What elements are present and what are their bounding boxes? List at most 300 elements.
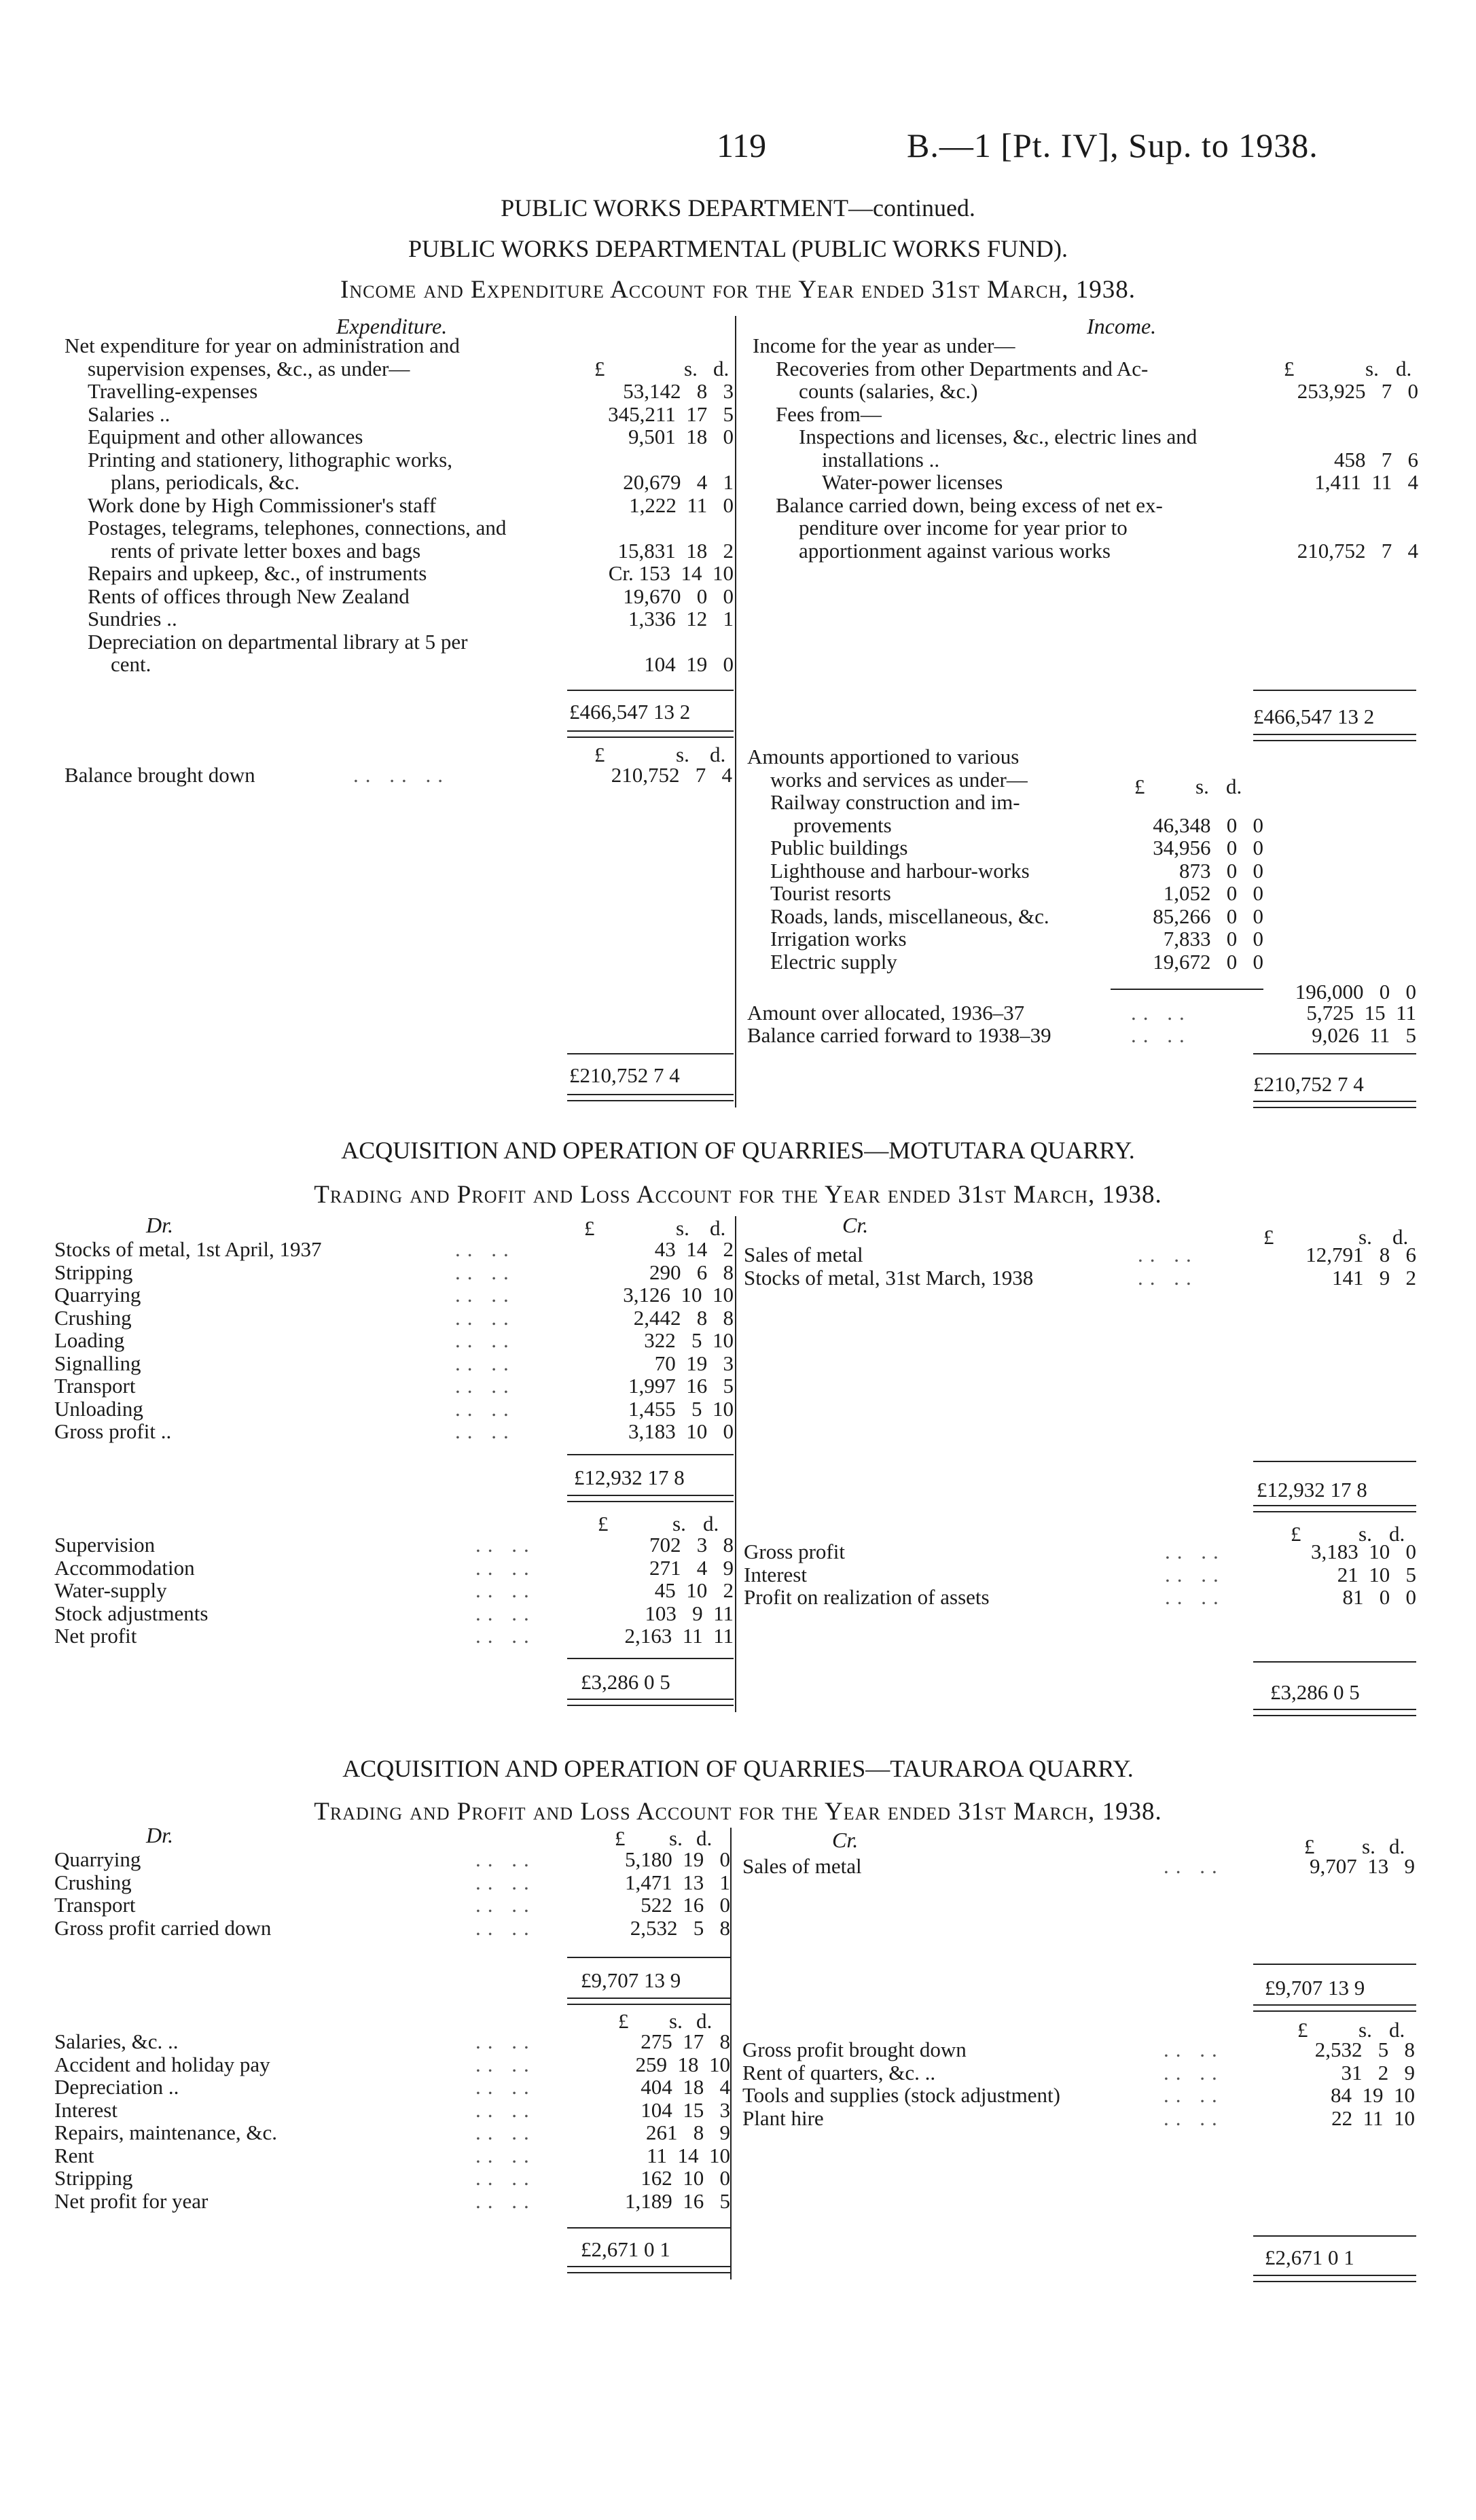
row-amount: 21 10 5 bbox=[1337, 1562, 1416, 1586]
ledger-row bbox=[65, 631, 737, 654]
motutara-title: ACQUISITION AND OPERATION OF QUARRIES—MOTUTARA QUARRY. bbox=[341, 1137, 1135, 1164]
ledger-row bbox=[54, 1261, 737, 1284]
pence-sign: d. bbox=[713, 357, 730, 380]
row-label: Accommodation bbox=[54, 1555, 195, 1580]
leader-dots: .. .. bbox=[1164, 2060, 1224, 2084]
row-amount: 141 9 2 bbox=[1332, 1265, 1416, 1290]
leader-dots: .. .. bbox=[455, 1328, 516, 1352]
row-label: works and services as under— bbox=[770, 767, 1028, 792]
ledger-row bbox=[65, 653, 737, 676]
ledger-row bbox=[54, 2144, 734, 2167]
row-amount: 85,266 0 0 bbox=[1153, 904, 1263, 928]
ledger-row bbox=[65, 471, 737, 494]
ledger-row bbox=[747, 745, 1263, 768]
pound-sign: £ bbox=[594, 357, 605, 380]
ta-pl-sum-rule bbox=[567, 2227, 730, 2229]
row-amount: 31 2 9 bbox=[1341, 2060, 1415, 2084]
row-amount: 104 19 0 bbox=[644, 652, 734, 676]
motutara-dr: Dr. bbox=[146, 1213, 174, 1237]
leader-dots: .. .. bbox=[1165, 1540, 1225, 1563]
row-amount: 522 16 0 bbox=[641, 1893, 730, 1917]
ledger-row bbox=[747, 814, 1263, 837]
pound-sign: £ bbox=[598, 1512, 609, 1536]
row-label: Unloading bbox=[54, 1396, 143, 1421]
leader-dots: .. .. bbox=[475, 1555, 536, 1580]
ledger-row bbox=[742, 1855, 1415, 1878]
ledger-row bbox=[54, 2053, 734, 2076]
row-label: Rent of quarters, &c. .. bbox=[742, 2060, 936, 2084]
leader-dots: .. .. bbox=[1165, 1562, 1225, 1586]
row-label: Work done by High Commissioner's staff bbox=[88, 493, 437, 517]
bal-total: £210,752 7 4 bbox=[569, 1063, 680, 1087]
shilling-sign: s. bbox=[676, 1216, 689, 1240]
ledger-row bbox=[54, 1238, 737, 1261]
ledger-row bbox=[65, 585, 737, 608]
pence-sign: d. bbox=[696, 2009, 713, 2033]
row-amount: 253,925 7 0 bbox=[1297, 379, 1418, 403]
ledger-row bbox=[54, 1625, 737, 1648]
row-label: supervision expenses, &c., as under— bbox=[88, 356, 410, 380]
leader-dots: .. .. bbox=[475, 2166, 536, 2190]
leader-dots: .. .. bbox=[455, 1305, 516, 1330]
ledger-row bbox=[54, 2167, 734, 2190]
ta-trading-double-rule bbox=[567, 1998, 730, 2005]
row-label: Quarrying bbox=[54, 1847, 141, 1871]
pence-sign: d. bbox=[710, 743, 726, 766]
leader-dots: .. .. bbox=[1138, 1243, 1198, 1266]
ie-account-title: Income and Expenditure Account for the Year ended 31st March, 1938. bbox=[340, 276, 1136, 304]
pence-sign: d. bbox=[1226, 775, 1242, 798]
row-label: Tools and supplies (stock adjustment) bbox=[742, 2083, 1060, 2107]
leader-dots: .. .. bbox=[475, 2120, 536, 2144]
row-label: Crushing bbox=[54, 1870, 132, 1894]
ledger-row bbox=[65, 448, 737, 472]
mo-trading-sum-rule bbox=[567, 1454, 734, 1455]
income-heading: Income. bbox=[1087, 314, 1157, 338]
row-amount: 34,956 0 0 bbox=[1153, 836, 1263, 859]
row-label: Loading bbox=[54, 1328, 125, 1352]
row-label: Depreciation .. bbox=[54, 2075, 179, 2099]
pound-sign: £ bbox=[1297, 2018, 1308, 2042]
row-label: Equipment and other allowances bbox=[88, 425, 363, 448]
row-amount: 53,142 8 3 bbox=[623, 379, 734, 403]
row-label: Depreciation on departmental library at 5 per bbox=[88, 629, 468, 654]
row-amount: 84 19 10 bbox=[1331, 2083, 1415, 2107]
row-label: Water-power licenses bbox=[822, 470, 1003, 494]
row-amount: 162 10 0 bbox=[641, 2166, 730, 2190]
row-label: Electric supply bbox=[770, 949, 897, 974]
ledger-row bbox=[54, 2099, 734, 2122]
row-amount: 103 9 11 bbox=[645, 1601, 734, 1625]
row-amount: 2,442 8 8 bbox=[633, 1305, 734, 1330]
ta-pl-double-rule-cr bbox=[1253, 2275, 1416, 2282]
carried-forward-label: Balance carried forward to 1938–39 bbox=[747, 1023, 1051, 1047]
ledger-row bbox=[753, 380, 1418, 403]
row-amount: 702 3 8 bbox=[649, 1533, 734, 1557]
ledger-row bbox=[747, 927, 1263, 951]
leader-dots: .. .. bbox=[1164, 2038, 1224, 2061]
ledger-row bbox=[65, 539, 737, 563]
leader-dots: .. .. bbox=[475, 2097, 536, 2122]
row-amount: 81 0 0 bbox=[1342, 1585, 1416, 1609]
row-amount: 70 19 3 bbox=[654, 1351, 734, 1375]
row-label: apportionment against various works bbox=[799, 538, 1111, 563]
exp-total: £466,547 13 2 bbox=[569, 700, 691, 724]
row-label: Income for the year as under— bbox=[753, 334, 1015, 357]
row-amount: 210,752 7 4 bbox=[1297, 538, 1418, 563]
leader-dots: .. .. bbox=[475, 2075, 536, 2099]
pence-sign: d. bbox=[1389, 2018, 1405, 2042]
row-label: Amounts apportioned to various bbox=[747, 745, 1020, 768]
tauraroa-trading-cr bbox=[742, 1855, 1415, 1878]
ledger-row bbox=[54, 1420, 737, 1443]
ledger-row bbox=[742, 2084, 1415, 2107]
row-label: Interest bbox=[54, 2097, 118, 2122]
tauraroa-title: ACQUISITION AND OPERATION OF QUARRIES—TAURAROA QUARRY. bbox=[342, 1755, 1134, 1782]
row-amount: 19,672 0 0 bbox=[1153, 949, 1263, 974]
row-label: Rents of offices through New Zealand bbox=[88, 584, 410, 608]
motutara-trading-total-dr: £12,932 17 8 bbox=[574, 1466, 685, 1489]
ledger-row bbox=[753, 403, 1418, 426]
ledger-row bbox=[747, 791, 1263, 814]
leader-dots: .. .. bbox=[1164, 2106, 1224, 2130]
shilling-sign: s. bbox=[669, 2009, 683, 2033]
row-label: Tourist resorts bbox=[770, 881, 891, 905]
pound-sign: £ bbox=[1134, 775, 1145, 798]
inc-sum-rule bbox=[1253, 690, 1416, 691]
row-amount: 9,501 18 0 bbox=[628, 425, 734, 448]
pound-sign: £ bbox=[594, 743, 605, 766]
page-number: 119 bbox=[717, 126, 767, 164]
shilling-sign: s. bbox=[1358, 1225, 1372, 1249]
pound-sign: £ bbox=[1263, 1225, 1274, 1249]
motutara-account-title: Trading and Profit and Loss Account for the Year ended 31st March, 1938. bbox=[314, 1181, 1162, 1209]
ledger-row bbox=[744, 1563, 1416, 1586]
leader-dots: .. .. bbox=[1164, 2083, 1224, 2107]
row-label: Net profit bbox=[54, 1624, 137, 1648]
mo-pl-double-rule bbox=[567, 1699, 734, 1706]
row-label: Water-supply bbox=[54, 1578, 167, 1602]
row-label: Sundries .. bbox=[88, 607, 177, 631]
row-label: Gross profit .. bbox=[54, 1419, 172, 1443]
ledger-row bbox=[54, 1352, 737, 1375]
row-label: plans, periodicals, &c. bbox=[111, 470, 300, 494]
ledger-row bbox=[54, 1307, 737, 1330]
leader-dots: .. .. bbox=[455, 1374, 516, 1398]
shilling-sign: s. bbox=[1365, 357, 1379, 380]
row-label: Public buildings bbox=[770, 836, 908, 859]
row-label: Sales of metal bbox=[742, 1854, 862, 1878]
leader-dots: .. .. bbox=[1165, 1585, 1225, 1609]
shilling-sign: s. bbox=[1358, 1522, 1372, 1546]
ledger-row bbox=[744, 1243, 1416, 1266]
row-label: Accident and holiday pay bbox=[54, 2052, 270, 2076]
row-amount: 20,679 4 1 bbox=[623, 470, 734, 494]
fund-title: PUBLIC WORKS DEPARTMENTAL (PUBLIC WORKS FUND). bbox=[408, 235, 1068, 262]
row-amount: 1,052 0 0 bbox=[1163, 881, 1263, 905]
ta-pl-sum-rule-cr bbox=[1253, 2235, 1416, 2237]
row-label: Railway construction and im- bbox=[770, 790, 1020, 814]
row-amount: 271 4 9 bbox=[649, 1555, 734, 1580]
row-amount: 5,180 19 0 bbox=[625, 1847, 730, 1871]
row-amount: 104 15 3 bbox=[641, 2097, 730, 2122]
row-amount: 7,833 0 0 bbox=[1163, 927, 1263, 951]
row-label: Lighthouse and harbour-works bbox=[770, 858, 1030, 883]
pound-sign: £ bbox=[584, 1216, 595, 1240]
row-label: Stock adjustments bbox=[54, 1601, 209, 1625]
row-amount: 259 18 10 bbox=[635, 2052, 730, 2076]
leader-dots: .. .. bbox=[475, 2143, 536, 2167]
row-amount: 345,211 17 5 bbox=[608, 402, 734, 426]
ledger-row bbox=[747, 951, 1263, 974]
row-label: Printing and stationery, lithographic works, bbox=[88, 447, 452, 472]
row-label: installations .. bbox=[822, 447, 940, 472]
leader-dots: .. .. bbox=[475, 2188, 536, 2213]
row-amount: 458 7 6 bbox=[1334, 447, 1418, 472]
leader-dots: .. .. bbox=[475, 1847, 536, 1871]
ledger-row bbox=[744, 1586, 1416, 1609]
balance-brought-down-label: Balance brought down bbox=[65, 763, 255, 787]
shilling-sign: s. bbox=[669, 1826, 683, 1850]
row-amount: 3,183 10 0 bbox=[628, 1419, 734, 1443]
mo-trading-double-rule bbox=[567, 1495, 734, 1502]
row-amount: Cr. 153 14 10 bbox=[608, 561, 734, 585]
ledger-row bbox=[753, 471, 1418, 494]
leader-dots: .. .. bbox=[475, 1533, 536, 1557]
bal-total-double-rule bbox=[567, 1094, 734, 1101]
ledger-row bbox=[65, 516, 737, 539]
motutara-pl-dr bbox=[54, 1533, 737, 1648]
motutara-pl-total-dr: £3,286 0 5 bbox=[581, 1670, 670, 1694]
ledger-row bbox=[742, 2107, 1415, 2130]
row-label: Recoveries from other Departments and Ac- bbox=[776, 356, 1149, 380]
ta-trading-sum-rule-cr bbox=[1253, 1964, 1416, 1965]
motutara-pl-total-cr: £3,286 0 5 bbox=[1270, 1680, 1360, 1704]
ledger-row bbox=[753, 425, 1418, 448]
shilling-sign: s. bbox=[1358, 2018, 1372, 2042]
row-amount: 290 6 8 bbox=[649, 1260, 734, 1284]
mo-trading-double-rule-cr bbox=[1253, 1505, 1416, 1512]
row-amount: 2,532 5 8 bbox=[630, 1915, 730, 1940]
leader-dots: .. .. bbox=[455, 1396, 516, 1421]
row-label: Net expenditure for year on administration and bbox=[65, 334, 460, 357]
row-label: provements bbox=[793, 813, 892, 837]
motutara-cr: Cr. bbox=[842, 1213, 869, 1237]
row-amount: 15,831 18 2 bbox=[617, 538, 734, 563]
income-list bbox=[753, 334, 1418, 562]
balance-brought-down-amount: 210,752 7 4 bbox=[611, 763, 732, 787]
row-label: Quarrying bbox=[54, 1283, 141, 1307]
leader-dots: .. .. bbox=[455, 1351, 516, 1375]
row-amount: 1,411 11 4 bbox=[1314, 470, 1418, 494]
motutara-pl-cr bbox=[744, 1540, 1416, 1609]
ledger-row bbox=[65, 403, 737, 426]
row-amount: 45 10 2 bbox=[654, 1578, 734, 1602]
exp-total-double-rule bbox=[567, 730, 734, 738]
row-amount: 873 0 0 bbox=[1179, 858, 1263, 883]
ledger-row bbox=[54, 2030, 734, 2053]
ledger-row bbox=[753, 516, 1418, 539]
row-label: Stocks of metal, 1st April, 1937 bbox=[54, 1237, 322, 1261]
ledger-row bbox=[65, 494, 737, 517]
row-amount: 22 11 10 bbox=[1331, 2106, 1415, 2130]
row-label: Profit on realization of assets bbox=[744, 1585, 990, 1609]
row-label: Plant hire bbox=[742, 2106, 824, 2130]
leader-dots: .. .. bbox=[475, 1624, 536, 1648]
row-label: Gross profit carried down bbox=[54, 1915, 272, 1940]
row-amount: 322 5 10 bbox=[644, 1328, 734, 1352]
appor-sum: 196,000 0 0 bbox=[1295, 980, 1416, 1004]
row-label: Fees from— bbox=[776, 402, 882, 426]
pence-sign: d. bbox=[703, 1512, 719, 1536]
row-label: Gross profit bbox=[744, 1540, 845, 1563]
shilling-sign: s. bbox=[684, 357, 698, 380]
row-amount: 1,222 11 0 bbox=[629, 493, 734, 517]
shilling-sign: s. bbox=[1195, 775, 1209, 798]
row-amount: 11 14 10 bbox=[647, 2143, 730, 2167]
shilling-sign: s. bbox=[1362, 1834, 1375, 1858]
row-amount: 1,336 12 1 bbox=[628, 607, 734, 631]
shilling-sign: s. bbox=[676, 743, 689, 766]
row-label: Transport bbox=[54, 1893, 136, 1917]
ledger-row bbox=[747, 905, 1263, 928]
row-amount: 1,455 5 10 bbox=[628, 1396, 734, 1421]
ledger-row bbox=[753, 494, 1418, 517]
row-amount: 261 8 9 bbox=[646, 2120, 730, 2144]
leader-dots: .. .. bbox=[475, 2052, 536, 2076]
row-label: Rent bbox=[54, 2143, 94, 2167]
row-label: Postages, telegrams, telephones, connections, and bbox=[88, 516, 507, 539]
ledger-row bbox=[54, 1398, 737, 1421]
row-label: rents of private letter boxes and bags bbox=[111, 538, 421, 563]
row-amount: 275 17 8 bbox=[641, 2029, 730, 2053]
leader-dots: .. .. bbox=[1131, 1001, 1191, 1025]
ledger-row bbox=[54, 1917, 734, 1940]
row-amount: 19,670 0 0 bbox=[623, 584, 734, 608]
row-label: Interest bbox=[744, 1562, 807, 1586]
row-label: Repairs, maintenance, &c. bbox=[54, 2120, 277, 2144]
row-amount: 1,997 16 5 bbox=[628, 1374, 734, 1398]
leader-dots: .. .. .. bbox=[353, 763, 450, 787]
appor-total-sum-rule bbox=[1253, 1053, 1416, 1054]
ledger-row bbox=[65, 562, 737, 585]
row-label: Stocks of metal, 31st March, 1938 bbox=[744, 1265, 1034, 1290]
mo-pl-sum-rule-cr bbox=[1253, 1661, 1416, 1663]
ledger-row bbox=[753, 539, 1418, 563]
row-label: Gross profit brought down bbox=[742, 2038, 967, 2061]
row-label: Sales of metal bbox=[744, 1243, 863, 1266]
motutara-trading-total-cr: £12,932 17 8 bbox=[1257, 1478, 1367, 1502]
leader-dots: .. .. bbox=[475, 1578, 536, 1602]
row-label: Salaries, &c. .. bbox=[54, 2029, 179, 2053]
row-label: Inspections and licenses, &c., electric lines and bbox=[799, 425, 1198, 448]
ledger-row bbox=[54, 2121, 734, 2144]
pence-sign: d. bbox=[1389, 1522, 1405, 1546]
pound-sign: £ bbox=[1284, 357, 1295, 380]
row-amount: 404 18 4 bbox=[641, 2075, 730, 2099]
inc-total: £466,547 13 2 bbox=[1253, 705, 1375, 728]
publication-header: B.—1 [Pt. IV], Sup. to 1938. bbox=[907, 126, 1318, 164]
ledger-row bbox=[54, 1602, 737, 1625]
tauraroa-trading-dr bbox=[54, 1848, 734, 1939]
ledger-row bbox=[742, 2061, 1415, 2084]
ledger-row bbox=[753, 448, 1418, 472]
leader-dots: .. .. bbox=[1138, 1265, 1198, 1290]
leader-dots: .. .. bbox=[1164, 1854, 1224, 1878]
ledger-row bbox=[54, 1579, 737, 1602]
ta-trading-double-rule-cr bbox=[1253, 2004, 1416, 2012]
ledger-row bbox=[744, 1266, 1416, 1290]
row-amount: 3,183 10 0 bbox=[1311, 1540, 1416, 1563]
leader-dots: .. .. bbox=[475, 1601, 536, 1625]
row-label: Irrigation works bbox=[770, 927, 907, 951]
pound-sign: £ bbox=[1291, 1522, 1301, 1546]
row-amount: 12,791 8 6 bbox=[1306, 1243, 1416, 1266]
pence-sign: d. bbox=[1389, 1834, 1405, 1858]
department-title: PUBLIC WORKS DEPARTMENT—continued. bbox=[501, 194, 975, 221]
row-label: cent. bbox=[111, 652, 151, 676]
tauraroa-pl-total-dr: £2,671 0 1 bbox=[581, 2237, 670, 2261]
pound-sign: £ bbox=[615, 1826, 626, 1850]
ta-trading-sum-rule bbox=[567, 1957, 730, 1958]
ledger-row bbox=[747, 836, 1263, 859]
row-label: Repairs and upkeep, &c., of instruments bbox=[88, 561, 427, 585]
tauraroa-pl-total-cr: £2,671 0 1 bbox=[1265, 2246, 1354, 2269]
pence-sign: d. bbox=[696, 1826, 713, 1850]
appor-sum-rule bbox=[1111, 989, 1263, 990]
ledger-row bbox=[744, 1540, 1416, 1563]
inc-total-double-rule bbox=[1253, 734, 1416, 741]
shilling-sign: s. bbox=[672, 1512, 686, 1536]
ta-pl-double-rule bbox=[567, 2266, 730, 2273]
ledger-row bbox=[54, 2076, 734, 2099]
ledger-row bbox=[747, 768, 1263, 792]
ledger-row bbox=[65, 380, 737, 403]
row-label: Roads, lands, miscellaneous, &c. bbox=[770, 904, 1049, 928]
motutara-trading-cr bbox=[744, 1243, 1416, 1289]
appor-total-double-rule bbox=[1253, 1101, 1416, 1108]
ledger-row bbox=[54, 1848, 734, 1871]
pence-sign: d. bbox=[1392, 1225, 1409, 1249]
leader-dots: .. .. bbox=[475, 1893, 536, 1917]
expenditure-heading: Expenditure. bbox=[336, 314, 448, 338]
mo-pl-sum-rule bbox=[567, 1658, 734, 1659]
row-label: Travelling-expenses bbox=[88, 379, 258, 403]
leader-dots: .. .. bbox=[455, 1283, 516, 1307]
row-label: counts (salaries, &c.) bbox=[799, 379, 978, 403]
ledger-row bbox=[753, 357, 1418, 380]
row-amount: 9,707 13 9 bbox=[1310, 1854, 1415, 1878]
row-amount: 1,189 16 5 bbox=[625, 2188, 730, 2213]
tauraroa-trading-total-cr: £9,707 13 9 bbox=[1265, 1976, 1365, 2000]
row-label: Net profit for year bbox=[54, 2188, 209, 2213]
ledger-row bbox=[742, 2038, 1415, 2061]
leader-dots: .. .. bbox=[475, 1870, 536, 1894]
over-allocated-label: Amount over allocated, 1936–37 bbox=[747, 1001, 1025, 1025]
mo-pl-double-rule-cr bbox=[1253, 1709, 1416, 1716]
apportioned-list bbox=[747, 745, 1263, 973]
tauraroa-pl-cr bbox=[742, 2038, 1415, 2129]
row-label: Transport bbox=[54, 1374, 136, 1398]
carried-forward-amount: 9,026 11 5 bbox=[1312, 1023, 1416, 1047]
motutara-trading-dr bbox=[54, 1238, 737, 1443]
ledger-row bbox=[65, 334, 737, 357]
ledger-row bbox=[747, 882, 1263, 905]
tauraroa-account-title: Trading and Profit and Loss Account for the Year ended 31st March, 1938. bbox=[314, 1798, 1162, 1826]
ledger-row bbox=[65, 357, 737, 380]
leader-dots: .. .. bbox=[455, 1419, 516, 1443]
row-label: Stripping bbox=[54, 2166, 133, 2190]
